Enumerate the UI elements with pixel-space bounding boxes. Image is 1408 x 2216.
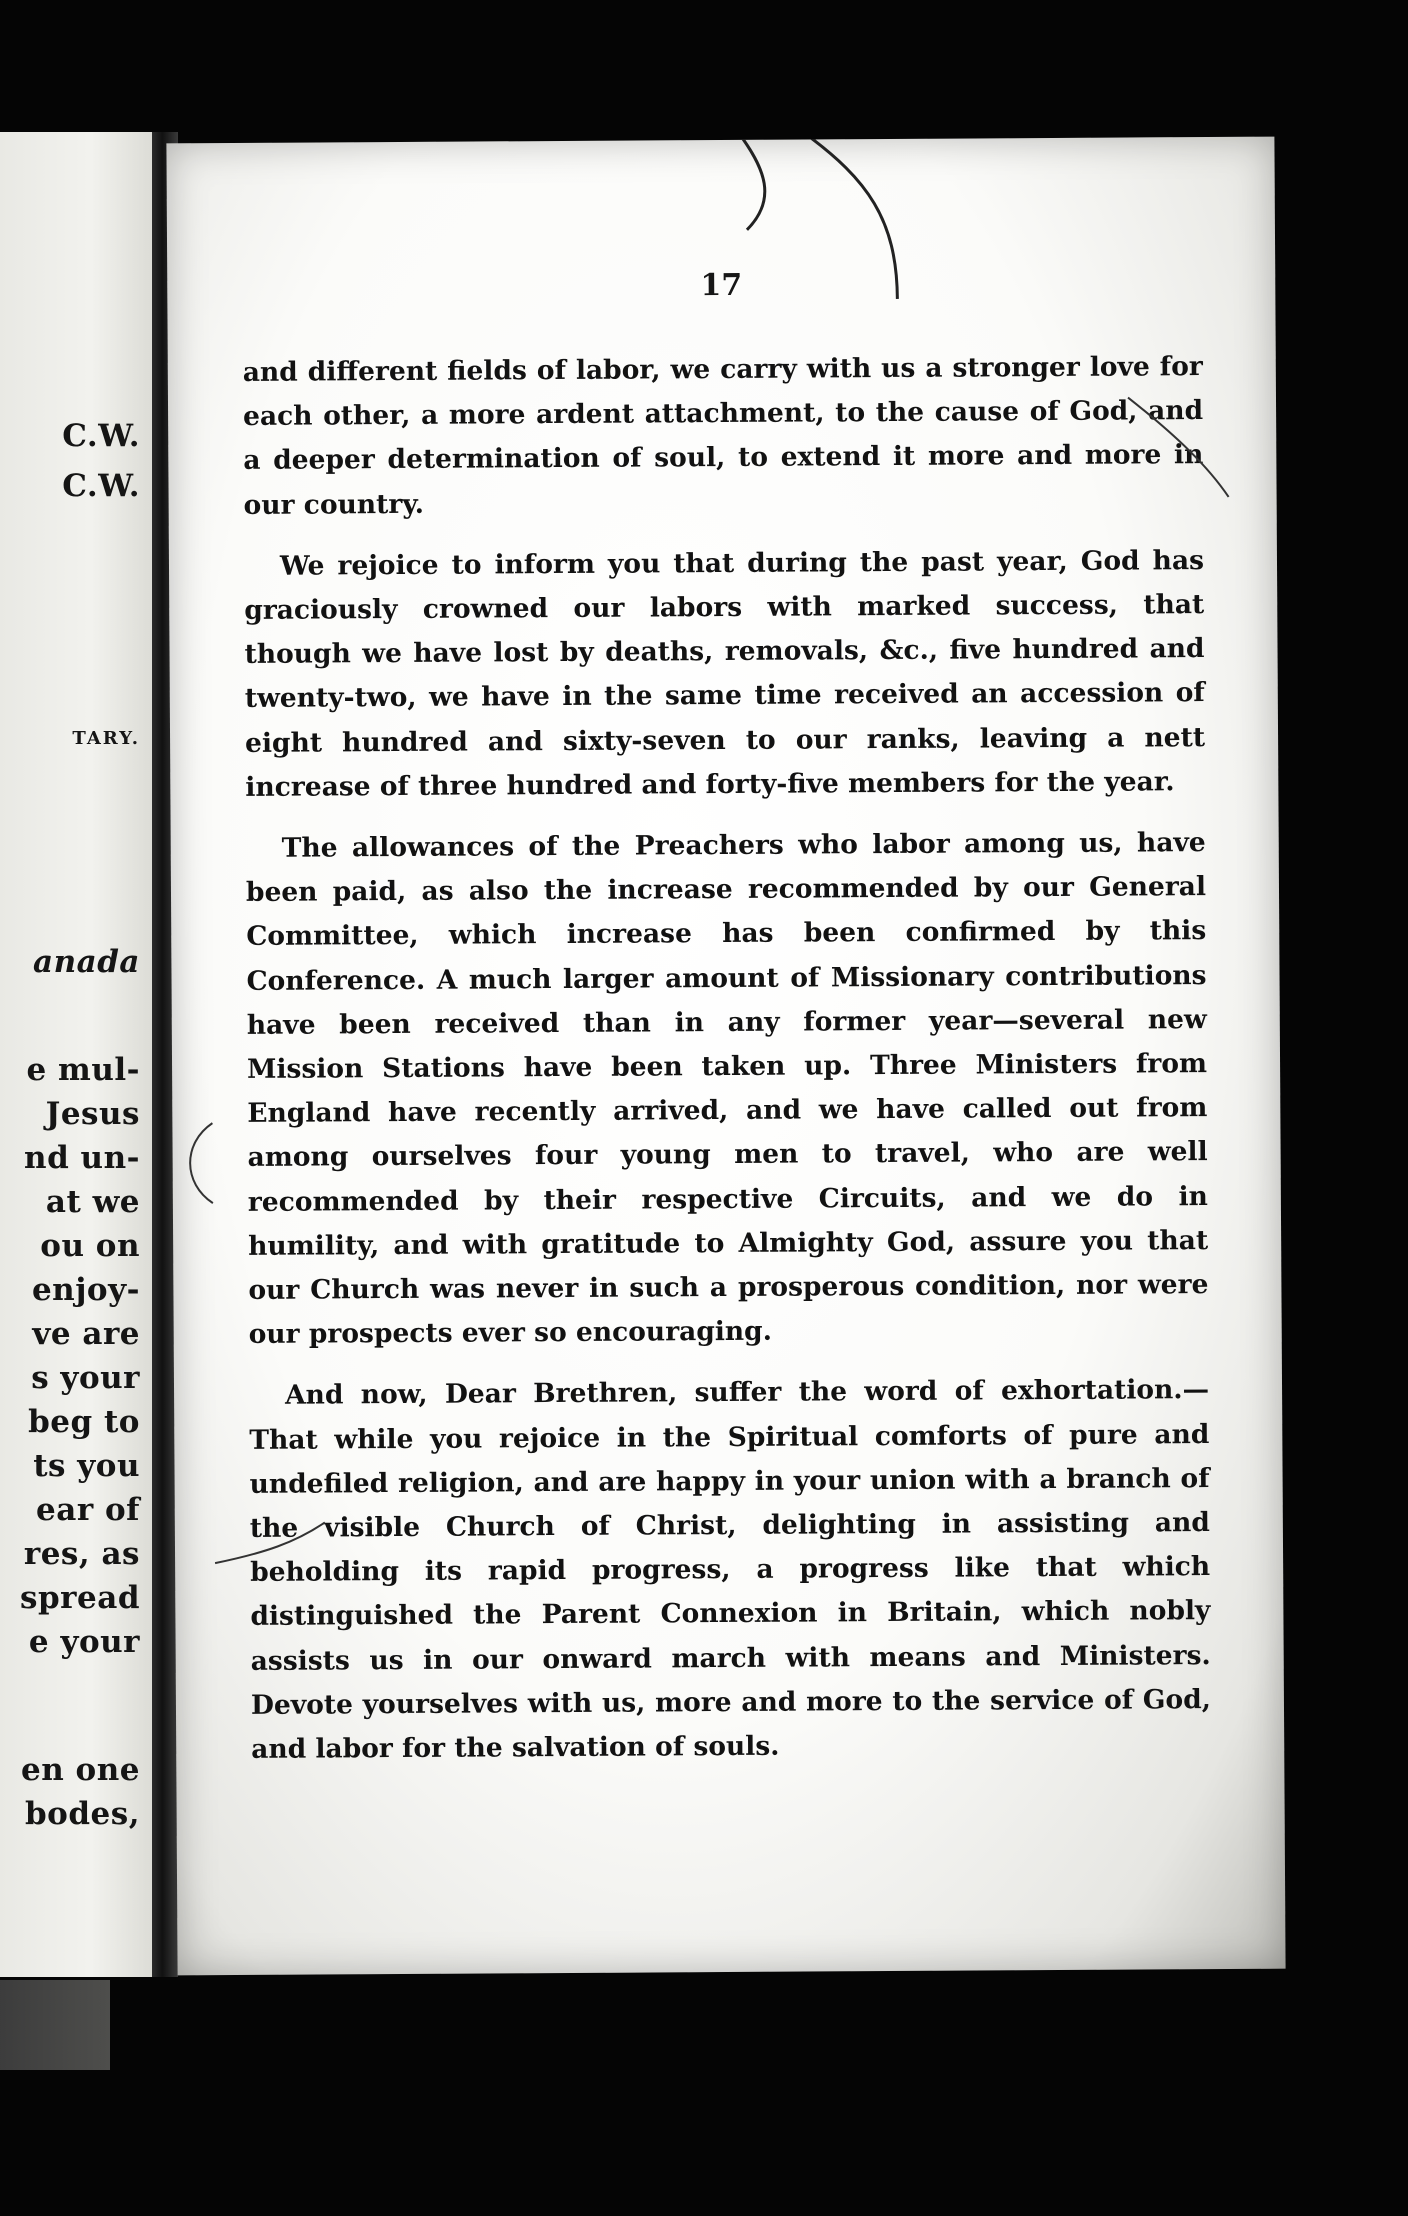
facing-page-fragment: en one <box>21 1752 140 1788</box>
page-number: 17 <box>700 267 743 304</box>
facing-page-fragment: e your <box>28 1624 140 1660</box>
paragraph: We rejoice to inform you that during the past year, God has graciously crowned our labors with marked success, that though we have lost by deaths, removals, &c., five hundred and twenty-two, we have in the same time received an accession of eight hundred and sixty-seven to our ranks, leaving a nett increase of three hundred and forty-five members for the year. <box>244 544 1206 803</box>
facing-page-fragment: ear of <box>36 1492 140 1528</box>
facing-page-fragment: enjoy- <box>31 1272 140 1308</box>
facing-page-fragment: ts you <box>33 1448 140 1484</box>
paragraph: The allowances of the Preachers who labor among us, have been paid, as also the increase recommended by our General Committee, which increase has been confirmed by this Conference. A much larger amount of Missionary contributions have been received than in any former year—several new Mission Stations have been taken up. Three Ministers from England have recently arrived, and we have called out from among ourselves four young men to travel, who are well recommended by their respective Circuits, and we do in humility, and with gratitude to Almighty God, assure you that our Church was never in such a prosperous condition, nor were our prospects ever so encouraging. <box>245 827 1209 1351</box>
paragraph: and different fields of labor, we carry with us a stronger love for each other, a more ardent attachment, to the cause of God, and a deeper determination of soul, to extend it more and more in our country. <box>242 351 1204 521</box>
facing-page-fragment: C.W. <box>62 418 140 454</box>
facing-page-fragment: ve are <box>32 1316 140 1352</box>
facing-page-fragment: C.W. <box>62 468 140 504</box>
facing-page-fragment: bodes, <box>25 1796 140 1832</box>
facing-page-fragment: s your <box>31 1360 140 1396</box>
facing-page-fragment: Jesus <box>45 1096 140 1132</box>
paragraph: And now, Dear Brethren, suffer the word of exhortation.—That while you rejoice in the Spiritual comforts of pure and undefiled religion, and are happy in your union with a branch of the visible Church of Christ, delighting in assisting and beholding its rapid progress, a progress like that which distinguished the Parent Connexion in Britain, which nobly assists us in our onward march with means and Ministers. Devote yourselves with us, more and more to the service of God, and labor for the salvation of souls. <box>249 1374 1212 1766</box>
body-text <box>243 345 1212 1772</box>
scan-edge-strip <box>0 1980 110 2070</box>
facing-page-fragment: at we <box>45 1184 140 1220</box>
facing-page <box>0 132 152 1977</box>
page <box>166 137 1285 1976</box>
facing-page-fragment: spread <box>20 1580 140 1616</box>
facing-page-fragment: beg to <box>28 1404 140 1440</box>
facing-page-fragment: nd un- <box>24 1140 140 1176</box>
facing-page-fragment: anada <box>33 944 140 980</box>
facing-page-fragment: e mul- <box>26 1052 140 1088</box>
facing-page-fragment: TARY. <box>72 728 140 749</box>
facing-page-fragment: ou on <box>40 1228 140 1264</box>
facing-page-fragment: res, as <box>23 1536 140 1572</box>
